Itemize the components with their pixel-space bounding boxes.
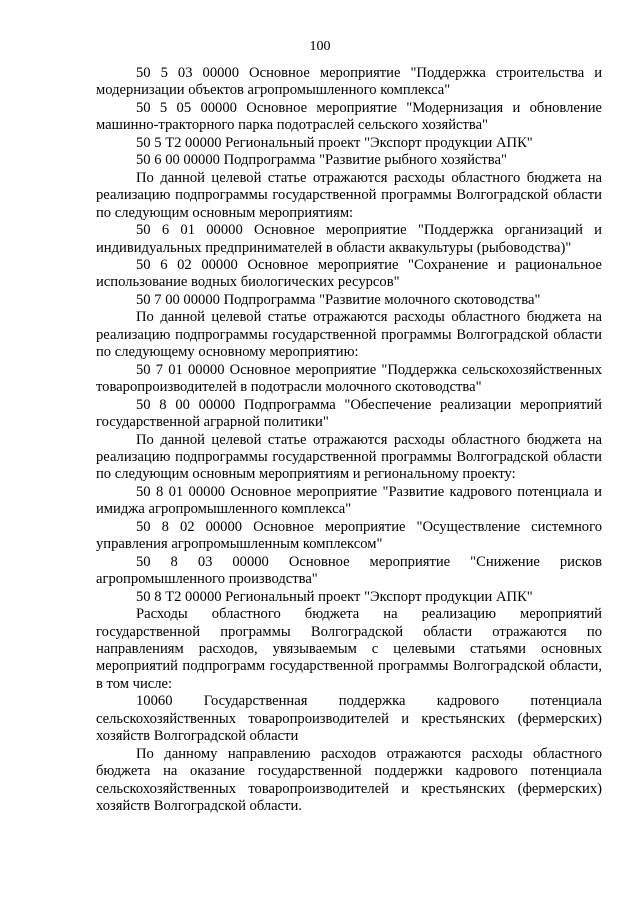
paragraph-50-5-05: 50 5 05 00000 Основное мероприятие "Модернизация и обновление машинно-тракторного парка подотраслей сельского хозяйства" xyxy=(96,99,602,134)
paragraph-50-8-01: 50 8 01 00000 Основное мероприятие "Развитие кадрового потенциала и имиджа агропромышленного комплекса" xyxy=(96,483,602,518)
paragraph-50-6-02: 50 6 02 00000 Основное мероприятие "Сохранение и рациональное использование водных биологических ресурсов" xyxy=(96,256,602,291)
paragraph-50-5-03: 50 5 03 00000 Основное мероприятие "Поддержка строительства и модернизации объектов агропромышленного комплекса" xyxy=(96,65,602,99)
paragraph-50-8-03: 50 8 03 00000 Основное мероприятие "Снижение рисков агропромышленного производства" xyxy=(96,553,602,588)
paragraph-50-6-01: 50 6 01 00000 Основное мероприятие "Поддержка организаций и индивидуальных предпринимателей в области аквакультуры (рыбоводства)" xyxy=(96,222,602,256)
paragraph-10060-description: По данному направлению расходов отражаются расходы областного бюджета на оказание государственной поддержки кадрового потенциала сельскохозяйственных товаропроизводителей и крестьянских (фермерских) хозяйств Волгоградской области. xyxy=(96,745,602,815)
page-number: 100 xyxy=(309,39,331,54)
paragraph-50-8-02: 50 8 02 00000 Основное мероприятие "Осуществление системного управления агропромышленным комплексом" xyxy=(96,518,602,553)
paragraph-50-8-t2: 50 8 Т2 00000 Региональный проект "Экспорт продукции АПК" xyxy=(136,588,533,605)
paragraph-50-7-00: 50 7 00 00000 Подпрограмма "Развитие молочного скотоводства" xyxy=(136,291,541,308)
paragraph-50-7-01: 50 7 01 00000 Основное мероприятие "Поддержка сельскохозяйственных товаропроизводителей в подотрасли молочного скотоводства" xyxy=(96,361,602,396)
paragraph-10060: 10060 Государственная поддержка кадрового потенциала сельскохозяйственных товаропроизводителей и крестьянских (фермерских) хозяйств Волгоградской области xyxy=(96,693,602,745)
paragraph-description-dairy: По данной целевой статье отражаются расходы областного бюджета на реализацию подпрограммы государственной программы Волгоградской области по следующему основному мероприятию: xyxy=(96,309,602,361)
paragraph-50-8-00: 50 8 00 00000 Подпрограмма "Обеспечение реализации мероприятий государственной аграрной политики" xyxy=(96,396,602,431)
document-body xyxy=(96,65,602,815)
paragraph-expenses-directions: Расходы областного бюджета на реализацию мероприятий государственной программы Волгоградской области отражаются по направлениям расходов, увязываемым с целевыми статьями основных мероприятий подпрограмм государственной программы Волгоградской области, в том числе: xyxy=(96,606,602,692)
paragraph-50-5-t2: 50 5 Т2 00000 Региональный проект "Экспорт продукции АПК" xyxy=(136,134,533,151)
paragraph-description-fish: По данной целевой статье отражаются расходы областного бюджета на реализацию подпрограммы государственной программы Волгоградской области по следующим основным мероприятиям: xyxy=(96,169,602,221)
paragraph-description-policy: По данной целевой статье отражаются расходы областного бюджета на реализацию подпрограммы государственной программы Волгоградской области по следующим основным мероприятиям и региональному проекту: xyxy=(96,431,602,483)
paragraph-50-6-00: 50 6 00 00000 Подпрограмма "Развитие рыбного хозяйства" xyxy=(136,152,507,169)
